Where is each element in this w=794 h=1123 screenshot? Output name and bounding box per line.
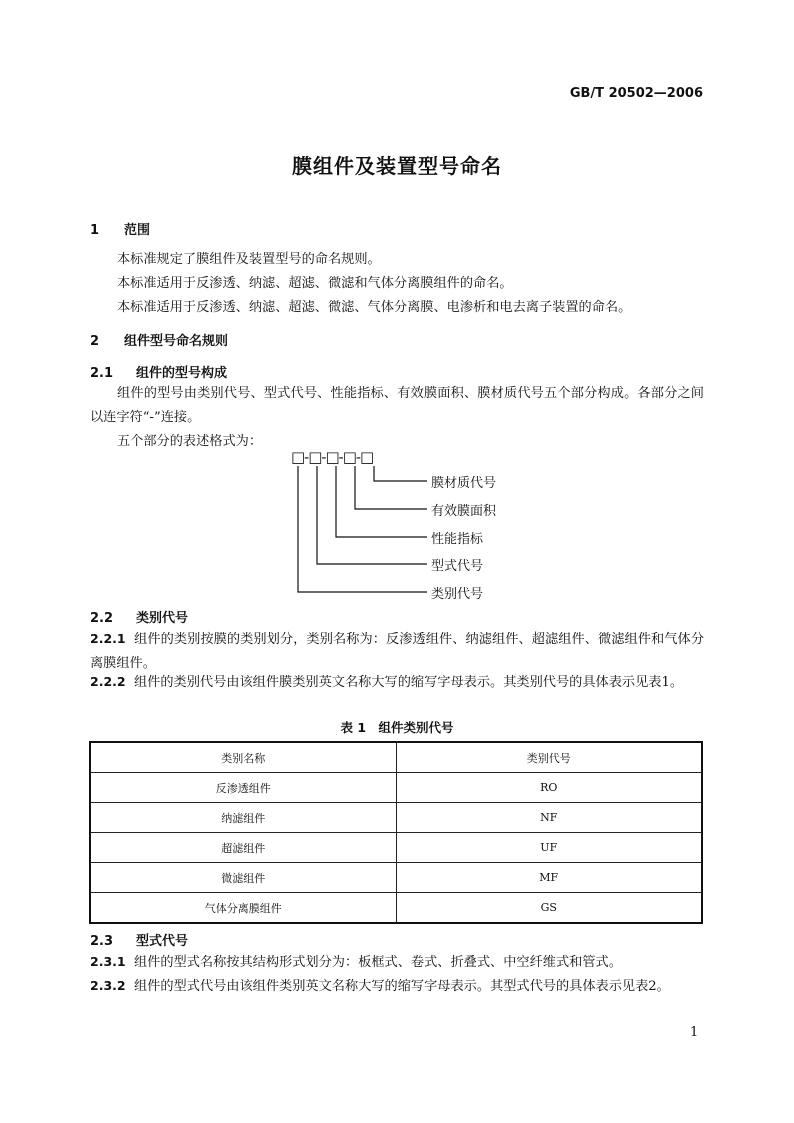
subsection-2-3-heading (90, 930, 188, 949)
diagram-label: 有效膜面积 (431, 504, 497, 519)
table-row (90, 863, 702, 893)
table-cell: 微滤组件 (90, 863, 396, 893)
clause-text: 组件的型式代号由该组件类别英文名称大写的缩写字母表示。其型式代号的具体表示见表2。 (133, 979, 670, 994)
subsection-number: 2.2 (90, 611, 114, 626)
table-header-row (90, 742, 702, 773)
category-code-table (89, 741, 703, 924)
table-header-cell: 类别代号 (396, 742, 702, 773)
section-title: 组件型号命名规则 (124, 334, 229, 349)
connector-line (355, 466, 427, 509)
table-cell: 纳滤组件 (90, 803, 396, 833)
paragraph: 组件的型号由类别代号、型式代号、性能指标、有效膜面积、膜材质代号五个部分构成。各部分之间以连字符“-”连接。 (90, 386, 704, 425)
table-header-cell: 类别名称 (90, 742, 396, 773)
paragraph: 五个部分的表述格式为： (117, 434, 263, 449)
diagram-label: 性能指标 (431, 532, 484, 547)
clause-paragraph (90, 974, 704, 999)
subsection-title: 型式代号 (136, 934, 189, 949)
table-cell: 反渗透组件 (90, 773, 396, 803)
section-title: 范围 (124, 223, 151, 238)
subsection-2-2-heading (90, 607, 188, 626)
table-caption: 表 1 组件类别代号 (340, 720, 454, 735)
table-row (90, 773, 702, 803)
subsection-number: 2.1 (90, 366, 114, 381)
section-number: 1 (90, 223, 100, 238)
clause-text: 组件的类别代号由该组件膜类别英文名称大写的缩写字母表示。其类别代号的具体表示见表1。 (133, 675, 684, 690)
clause-paragraph (90, 627, 704, 676)
paragraph: 本标准规定了膜组件及装置型号的命名规则。 (117, 252, 381, 267)
subsection-number: 2.3 (90, 934, 114, 949)
paragraph: 本标准适用于反渗透、纳滤、超滤、微滤、气体分离膜、电渗析和电去离子装置的命名。 (117, 300, 632, 315)
clause-paragraph (90, 670, 704, 695)
diagram-label: 型式代号 (431, 559, 484, 574)
paragraph: 本标准适用于反渗透、纳滤、超滤、微滤和气体分离膜组件的命名。 (117, 276, 513, 291)
connector-line (374, 466, 427, 481)
table-cell: UF (396, 833, 702, 863)
diagram-label: 膜材质代号 (431, 476, 497, 491)
diagram-label: 类别代号 (431, 587, 484, 602)
table-row (90, 803, 702, 833)
page-title: 膜组件及装置型号命名 (292, 154, 502, 178)
table-row (90, 893, 702, 924)
format-pattern: □-□-□-□-□ (291, 448, 374, 466)
table-cell: NF (396, 803, 702, 833)
clause-number: 2.2.2 (90, 674, 126, 689)
table-cell: RO (396, 773, 702, 803)
standard-number: GB/T 20502—2006 (569, 86, 703, 101)
clause-text: 组件的类别按膜的类别划分，类别名称为：反渗透组件、纳滤组件、超滤组件、微滤组件和气体分离膜组件。 (90, 632, 705, 671)
table-cell: 气体分离膜组件 (90, 893, 396, 924)
connector-line (336, 466, 427, 537)
subsection-title: 类别代号 (136, 611, 189, 626)
clause-text: 组件的型式名称按其结构形式划分为：板框式、卷式、折叠式、中空纤维式和管式。 (133, 955, 622, 970)
table-cell: MF (396, 863, 702, 893)
table-row (90, 833, 702, 863)
clause-number: 2.3.1 (90, 954, 126, 969)
page-number: 1 (690, 1025, 699, 1040)
clause-number: 2.3.2 (90, 978, 126, 993)
table-cell: GS (396, 893, 702, 924)
section-number: 2 (90, 334, 100, 349)
clause-paragraph (90, 950, 704, 975)
subsection-title: 组件的型号构成 (136, 366, 228, 381)
clause-number: 2.2.1 (90, 631, 126, 646)
table-cell: 超滤组件 (90, 833, 396, 863)
